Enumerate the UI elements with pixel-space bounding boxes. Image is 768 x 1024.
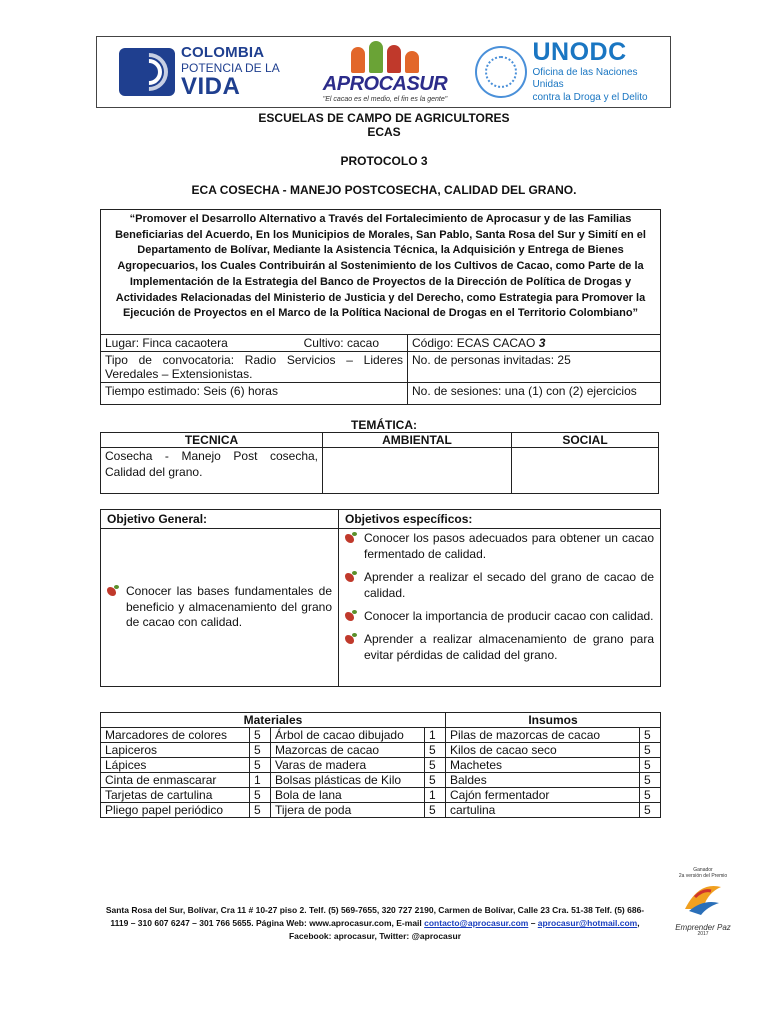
tematica-header-social: SOCIAL (512, 433, 659, 448)
material-qty-2: 5 (425, 773, 446, 788)
email-link-hotmail[interactable]: aprocasur@hotmail.com (537, 918, 638, 929)
footer-separator: – (528, 918, 538, 929)
insumo-item: cartulina (446, 803, 640, 818)
aprocasur-tagline: "El cacao es el medio, el fin es la gente" (322, 96, 448, 103)
material-item: Pliego papel periódico (101, 803, 250, 818)
award-name: Emprender Paz (675, 923, 731, 932)
tematica-table (100, 432, 659, 494)
tematica-header-tecnica: TECNICA (101, 433, 323, 448)
cacao-bullet-icon (345, 612, 354, 621)
material-qty-2: 5 (425, 743, 446, 758)
unodc-sub1: Oficina de las Naciones Unidas (532, 67, 638, 90)
materiales-row (101, 743, 661, 758)
objetivo-especifico-item (345, 609, 654, 625)
unodc-sub2: contra la Droga y el Delito (532, 92, 648, 104)
header-logos (96, 36, 671, 108)
insumo-item: Kilos de cacao seco (446, 743, 640, 758)
material-item: Lápices (101, 758, 250, 773)
material-qty-2: 1 (425, 788, 446, 803)
tematica-tecnica-cell: Cosecha - Manejo Post cosecha, Calidad del grano. (101, 448, 323, 494)
material-item: Tarjetas de cartulina (101, 788, 250, 803)
objetivo-general-header: Objetivo General: (101, 510, 339, 529)
material-qty-2: 5 (425, 803, 446, 818)
objetivo-especifico-text: Conocer los pasos adecuados para obtener un cacao fermentado de calidad. (364, 531, 654, 561)
cacao-bullet-icon (107, 587, 116, 596)
objetivo-general-text: Conocer las bases fundamentales de beneficio y almacenamiento del grano de cacao con calidad. (126, 583, 332, 630)
colombia-logo-line2: POTENCIA DE LA (181, 61, 280, 75)
insumo-qty: 5 (640, 728, 661, 743)
insumo-item: Cajón fermentador (446, 788, 640, 803)
codigo-cell (408, 335, 661, 352)
insumo-qty: 5 (640, 803, 661, 818)
colombia-logo-line3: VIDA (181, 73, 241, 100)
objetivo-general-cell (101, 529, 339, 687)
objetivos-especificos-header: Objetivos específicos: (339, 510, 661, 529)
materiales-row (101, 773, 661, 788)
emprender-paz-award (672, 868, 734, 950)
tematica-social-cell (512, 448, 659, 494)
sesiones-text: No. de sesiones: una (1) con (2) ejercicios (408, 383, 661, 405)
materiales-body (101, 728, 661, 818)
material-item-2: Varas de madera (271, 758, 425, 773)
material-qty: 5 (250, 728, 271, 743)
cultivo-text: Cultivo: cacao (303, 336, 379, 351)
material-qty: 5 (250, 758, 271, 773)
materiales-header: Materiales (101, 713, 446, 728)
colombia-wave-icon (119, 48, 175, 96)
footer-line2 (90, 917, 660, 930)
materiales-row (101, 758, 661, 773)
material-item-2: Bola de lana (271, 788, 425, 803)
tematica-title: TEMÁTICA: (351, 418, 417, 432)
material-item-2: Mazorcas de cacao (271, 743, 425, 758)
material-item-2: Árbol de cacao dibujado (271, 728, 425, 743)
footer-line3: Facebook: aprocasur, Twitter: @aprocasur (288, 931, 462, 942)
insumo-item: Pilas de mazorcas de cacao (446, 728, 640, 743)
objetivo-especifico-item (345, 531, 654, 563)
heading-line2: ECAS (367, 125, 401, 139)
footer-line2-text: 1119 – 310 607 6247 – 301 766 5655. Página Web: www.aprocasur.com, E-mail (110, 918, 425, 929)
document-subtitle: ECA COSECHA - MANEJO POSTCOSECHA, CALIDAD DEL GRANO. (191, 183, 577, 197)
objetivos-especificos-cell (339, 529, 661, 687)
colombia-logo (119, 37, 280, 107)
codigo-label: Código: ECAS CACAO (412, 336, 539, 351)
material-item: Cinta de enmascarar (101, 773, 250, 788)
insumo-qty: 5 (640, 773, 661, 788)
material-item-2: Bolsas plásticas de Kilo (271, 773, 425, 788)
cacao-bullet-icon (345, 573, 354, 582)
objetivo-especifico-text: Aprender a realizar el secado del grano de cacao de calidad. (364, 569, 654, 600)
materiales-row (101, 803, 661, 818)
insumo-qty: 5 (640, 758, 661, 773)
aprocasur-logo-name: APROCASUR (322, 73, 448, 95)
footer-line1: Santa Rosa del Sur, Bolívar, Cra 11 # 10-27 piso 2. Telf. (5) 569-7655, 320 727 2190, Carmen de Bolívar, Calle 23 Cra. 51-38 Telf. (5) 686- (105, 905, 645, 915)
material-qty-2: 1 (425, 728, 446, 743)
objetivo-especifico-item (345, 632, 654, 664)
project-quote: “Promover el Desarrollo Alternativo a Través del Fortalecimiento de Aprocasur y de las Familias Beneficiarias del Acuerdo, En los Municipios de Morales, San Pablo, Santa Rosa del Sur y Simití en el Departamento de Bolívar, Mediante la Asistencia Técnica, la Adquisición y Entrega de Bienes Agropecuarios, los Cuales Contribuirán al Sostenimiento de los Cultivos de Cacao, como Parte de la Implementación de la Estrategia del Banco de Proyectos de la Dirección de Política de Drogas y Actividades Relacionadas del Ministerio de Justicia y del Derecho, como Estrategia para Promover la Ejecución de Proyectos en el Marco de la Política Nacional de Drogas en el Territorio Colombiano” (101, 210, 661, 335)
insumo-item: Baldes (446, 773, 640, 788)
material-item: Marcadores de colores (101, 728, 250, 743)
footer-line2-end: , (637, 918, 640, 929)
footer-contact (90, 904, 660, 944)
tematica-header-ambiental: AMBIENTAL (323, 433, 512, 448)
material-qty: 5 (250, 803, 271, 818)
heading-line1: ESCUELAS DE CAMPO DE AGRICULTORES (258, 111, 510, 125)
unodc-title: UNODC (532, 38, 627, 67)
colombia-logo-line1: COLOMBIA (181, 44, 265, 61)
objetivo-especifico-item (345, 570, 654, 602)
insumo-item: Machetes (446, 758, 640, 773)
people-figures-icon (351, 41, 419, 73)
personas-text: No. de personas invitadas: 25 (408, 352, 661, 383)
material-qty-2: 5 (425, 758, 446, 773)
award-year: 2017 (697, 931, 709, 937)
insumos-header: Insumos (446, 713, 661, 728)
aprocasur-logo (305, 37, 465, 107)
project-info-table (100, 209, 661, 405)
material-item: Lapiceros (101, 743, 250, 758)
lugar-cultivo-cell (101, 335, 408, 352)
award-top: Ganador (693, 867, 713, 873)
tiempo-text: Tiempo estimado: Seis (6) horas (101, 383, 408, 405)
lugar-text: Lugar: Finca cacaotera (105, 336, 228, 351)
cacao-bullet-icon (345, 534, 354, 543)
award-sub: 2a versión del Premio (678, 872, 728, 879)
unodc-logo (475, 37, 670, 107)
material-item-2: Tijera de poda (271, 803, 425, 818)
insumo-qty: 5 (640, 788, 661, 803)
materiales-row (101, 788, 661, 803)
objetivos-table (100, 509, 661, 687)
protocol-title: PROTOCOLO 3 (340, 154, 428, 168)
materiales-row (101, 728, 661, 743)
email-link-contacto[interactable]: contacto@aprocasur.com (424, 918, 529, 929)
objetivo-general-item (107, 584, 332, 632)
cacao-bullet-icon (345, 635, 354, 644)
tematica-ambiental-cell (323, 448, 512, 494)
codigo-number: 3 (538, 336, 546, 351)
un-emblem-icon (475, 46, 527, 98)
objetivo-especifico-text: Aprender a realizar almacenamiento de grano para evitar pérdidas de calidad del grano. (364, 631, 654, 662)
insumo-qty: 5 (640, 743, 661, 758)
material-qty: 1 (250, 773, 271, 788)
award-dove-icon (681, 879, 725, 919)
materiales-table (100, 712, 661, 818)
objetivo-especifico-text: Conocer la importancia de producir cacao con calidad. (364, 608, 654, 623)
material-qty: 5 (250, 788, 271, 803)
convocatoria-text: Tipo de convocatoria: Radio Servicios – Lideres Veredales – Extensionistas. (101, 352, 408, 383)
material-qty: 5 (250, 743, 271, 758)
